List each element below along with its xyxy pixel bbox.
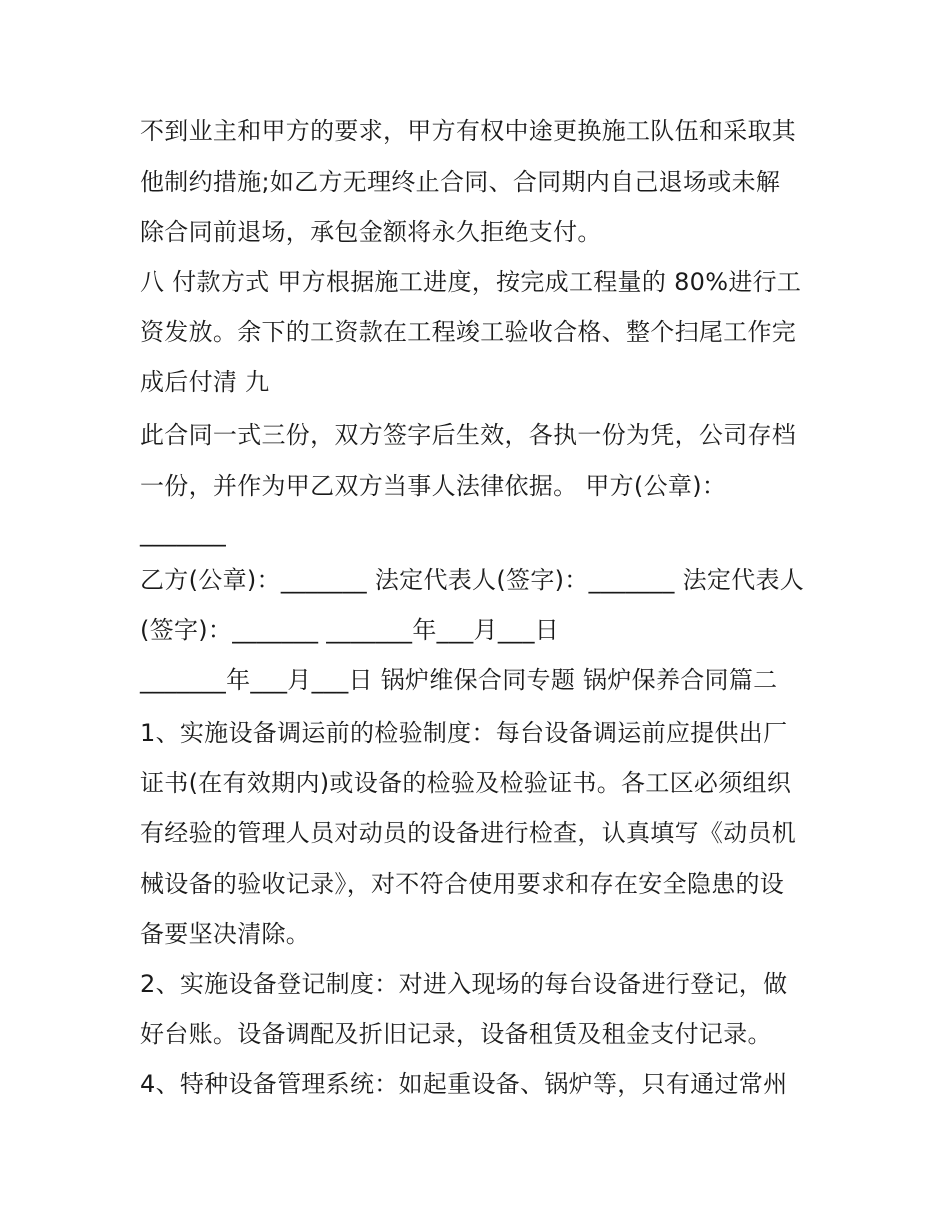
- body-text-line: 成后付清 九: [140, 368, 270, 396]
- list-item-line: 1、实施设备调运前的检验制度：每台设备调运前应提供出厂: [140, 719, 788, 747]
- body-text-line: 证书(在有效期内)或设备的检验及检验证书。各工区必须组织: [140, 769, 792, 797]
- body-text-line: 备要坚决清除。: [140, 920, 311, 948]
- signature-date-line: (签字)：_______ _______年___月___日: [140, 616, 560, 644]
- body-text-line: 有经验的管理人员对动员的设备进行检查，认真填写《动员机: [140, 819, 797, 847]
- section-title-line: _______年___月___日 锅炉维保合同专题 锅炉保养合同篇二: [140, 666, 778, 694]
- body-text-line: 不到业主和甲方的要求，甲方有权中途更换施工队伍和采取其: [140, 117, 797, 145]
- body-text-line: 此合同一式三份，双方签字后生效，各执一份为凭，公司存档: [140, 421, 797, 449]
- body-text-line: 好台账。设备调配及折旧记录，设备租赁及租金支付记录。: [140, 1020, 772, 1048]
- list-item-line: 2、实施设备登记制度：对进入现场的每台设备进行登记，做: [140, 970, 788, 998]
- signature-line-party-a: 一份，并作为甲乙双方当事人法律依据。 甲方(公章)：: [140, 472, 727, 500]
- body-text-line: 除合同前退场，承包金额将永久拒绝支付。: [140, 218, 602, 246]
- section-heading-line: 八 付款方式 甲方根据施工进度，按完成工程量的 80%进行工: [140, 268, 802, 296]
- list-item-line: 4、特种设备管理系统：如起重设备、锅炉等，只有通过常州: [140, 1070, 788, 1098]
- signature-line-party-b: 乙方(公章)：_______ 法定代表人(签字)：_______ 法定代表人: [140, 566, 805, 594]
- signature-blank: _______: [140, 519, 227, 547]
- body-text-line: 他制约措施;如乙方无理终止合同、合同期内自己退场或未解: [140, 168, 781, 196]
- body-text-line: 械设备的验收记录》，对不符合使用要求和存在安全隐患的设: [140, 870, 785, 898]
- body-text-line: 资发放。余下的工资款在工程竣工验收合格、整个扫尾工作完: [140, 318, 797, 346]
